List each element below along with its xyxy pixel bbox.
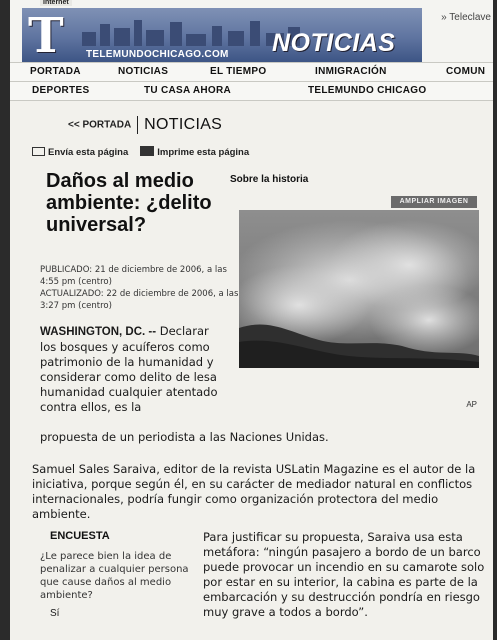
nav-el-tiempo[interactable]: EL TIEMPO (210, 66, 267, 77)
paragraph-1-text: Declarar los bosques y acuíferos como patrimonio de la humanidad y considerar como delito de lesa humanidad cualquier atentado contra ellos, es la (40, 324, 218, 414)
internet-label: Internet (40, 0, 72, 6)
updated-date: ACTUALIZADO: 22 de diciembre de 2006, a las 3:27 pm (centro) (40, 289, 239, 311)
breadcrumb (68, 116, 222, 136)
nav-comunidad[interactable]: COMUN (446, 66, 486, 77)
article-paragraph-1 (40, 324, 225, 415)
story-box-label: Sobre la historia (230, 174, 309, 185)
article-dates (40, 264, 240, 312)
poll-box (30, 530, 190, 640)
nav-telemundo-chicago[interactable]: TELEMUNDO CHICAGO (308, 85, 427, 96)
poll-question: ¿Le parece bien la idea de penalizar a cualquier persona que cause daños al medio ambiente? (40, 551, 189, 601)
back-to-portada-link[interactable]: << PORTADA (68, 119, 132, 131)
nav-inmigracion[interactable]: INMIGRACIÓN (315, 66, 387, 77)
email-page-link[interactable]: Envía esta página (48, 147, 129, 158)
article-paragraph-3: Para justificar su propuesta, Saraiva usa esta metáfora: “ningún pasajero a bordo de un barco puede provocar un incendio en su camarote solo por estar en su interior, la cabina es parte de la embarcación y su destrucción pondría en riesgo muy grave a todos a bordo”. (203, 530, 485, 619)
envelope-icon[interactable] (32, 147, 45, 156)
page-title: NOTICIAS (144, 116, 223, 133)
nav-tu-casa-ahora[interactable]: TU CASA AHORA (144, 85, 232, 96)
divider (137, 116, 138, 134)
print-page-link[interactable]: Imprime esta página (157, 147, 250, 158)
published-date: PUBLICADO: 21 de diciembre de 2006, a las 4:55 pm (centro) (40, 265, 227, 287)
site-section-title: NOTICIAS (272, 29, 396, 57)
poll-title: ENCUESTA (50, 530, 110, 542)
nav-noticias[interactable]: NOTICIAS (118, 66, 169, 77)
nav-deportes[interactable]: DEPORTES (32, 85, 90, 96)
story-media-box (225, 170, 483, 414)
wildfire-smoke-photo[interactable] (239, 210, 479, 368)
article-headline: Daños al medio ambiente: ¿delito universal? (46, 170, 212, 236)
dateline: WASHINGTON, DC. -- (40, 326, 157, 338)
site-logo-banner[interactable] (22, 8, 422, 62)
nav-portada[interactable]: PORTADA (30, 66, 81, 77)
photo-credit: AP (466, 400, 477, 409)
enlarge-image-button[interactable]: AMPLIAR IMAGEN (391, 196, 477, 208)
skyline-graphic (82, 20, 302, 46)
printed-page (10, 0, 493, 640)
site-header (10, 0, 493, 62)
article-paragraph-1-continued: propuesta de un periodista a las Naciones Unidas. (40, 430, 329, 444)
page-tools (32, 146, 249, 158)
poll-option-yes[interactable]: Sí (50, 608, 60, 619)
main-nav-row-2 (10, 81, 493, 101)
article-paragraph-2: Samuel Sales Saraiva, editor de la revista USLatin Magazine es el autor de la iniciativa, porque según él, en su carácter de mediador natural en conflictos internacionales, podría fungir como organización protectora del medio ambiente. (32, 462, 476, 521)
main-nav-row-1 (10, 62, 493, 82)
printer-icon[interactable] (140, 146, 154, 156)
telemundo-logo-icon: T (28, 8, 64, 62)
site-url: TELEMUNDOCHICAGO.COM (86, 49, 229, 60)
teleclave-link[interactable]: » Teleclave (441, 12, 491, 23)
